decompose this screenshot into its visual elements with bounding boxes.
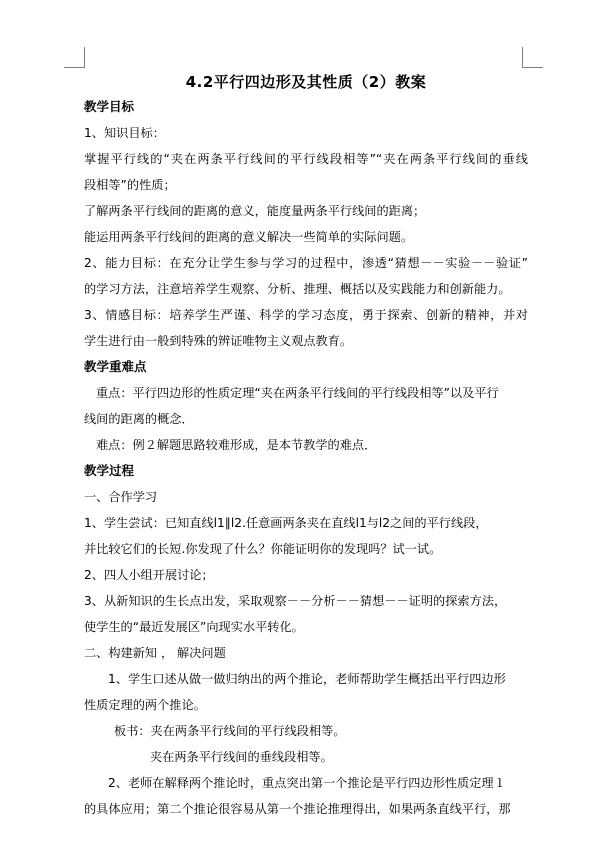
- part2-heading: 二、构建新知 ， 解决问题: [84, 646, 226, 660]
- document-title: 4.2平行四边形及其性质（2）教案: [185, 73, 427, 91]
- difficulty-line: 难点：例２解题思路较难形成，是本节教学的难点．: [96, 438, 377, 452]
- part2-item2-line: 2、老师在解释两个推论时，重点突出第一个推论是平行四边形性质定理１: [108, 776, 506, 790]
- key-points-heading: 教学重难点: [84, 359, 147, 374]
- ability-goal-line: 2、能力目标：在充分让学生参与学习的过程中，渗透“猜想－－实验－－验证”: [84, 256, 528, 270]
- part2-item1-line: 1、学生口述从做一做归纳出的两个推论，老师帮助学生概括出平行四边形: [108, 672, 506, 686]
- key-point-line: 重点：平行四边形的性质定理“夹在两条平行线间的平行线段相等”以及平行: [96, 386, 499, 400]
- emotion-goal-line: 学生进行由一般到特殊的辨证唯物主义观点教育。: [84, 334, 353, 348]
- part1-item3-line: 3、从新知识的生长点出发，采取观察－－分析－－猜想－－证明的探索方法，: [84, 594, 507, 608]
- paragraph-line: 掌握平行线的“夹在两条平行线间的平行线段相等”“夹在两条平行线间的垂线: [84, 152, 528, 166]
- part1-item1-line: 1、学生尝试：已知直线l1∥l2.任意画两条夹在直线l1与l2之间的平行线段，: [84, 516, 488, 530]
- process-heading: 教学过程: [84, 463, 135, 478]
- document-body: [84, 64, 528, 822]
- part1-item3-line: 使学生的“最近发展区”向现实水平转化。: [84, 620, 304, 634]
- emotion-goal-line: 3、情感目标：培养学生严谨、科学的学习态度，勇于探索、创新的精神，并对: [84, 308, 528, 322]
- board-second-line: 夹在两条平行线间的垂线段相等。: [150, 750, 333, 764]
- objectives-heading: 教学目标: [84, 99, 135, 114]
- page-corner-mark-top-left: [64, 47, 85, 68]
- key-point-line: 线间的距离的概念．: [84, 412, 194, 426]
- knowledge-goal-label: 1、知识目标：: [84, 126, 165, 140]
- part1-item2: 2、四人小组开展讨论；: [84, 568, 214, 582]
- ability-goal-line: 的学习方法，注意培养学生观察、分析、推理、概括以及实践能力和创新能力。: [84, 282, 511, 296]
- paragraph-line: 段相等”的性质；: [84, 178, 176, 192]
- part2-item1-line: 性质定理的两个推论。: [84, 698, 206, 712]
- paragraph-line: 了解两条平行线间的距离的意义，能度量两条平行线间的距离；: [84, 204, 426, 218]
- board-label-line: 板书：夹在两条平行线间的平行线段相等。: [114, 724, 346, 738]
- part1-heading: 一、合作学习: [84, 490, 158, 504]
- part2-item2-line: 的具体应用；第二个推论很容易从第一个推论推理得出，如果两条直线平行，那: [84, 802, 511, 816]
- part1-item1-line: 并比较它们的长短.你发现了什么？你能证明你的发现吗？试一试。: [84, 542, 442, 556]
- paragraph-line: 能运用两条平行线间的距离的意义解决一些简单的实际问题。: [84, 230, 414, 244]
